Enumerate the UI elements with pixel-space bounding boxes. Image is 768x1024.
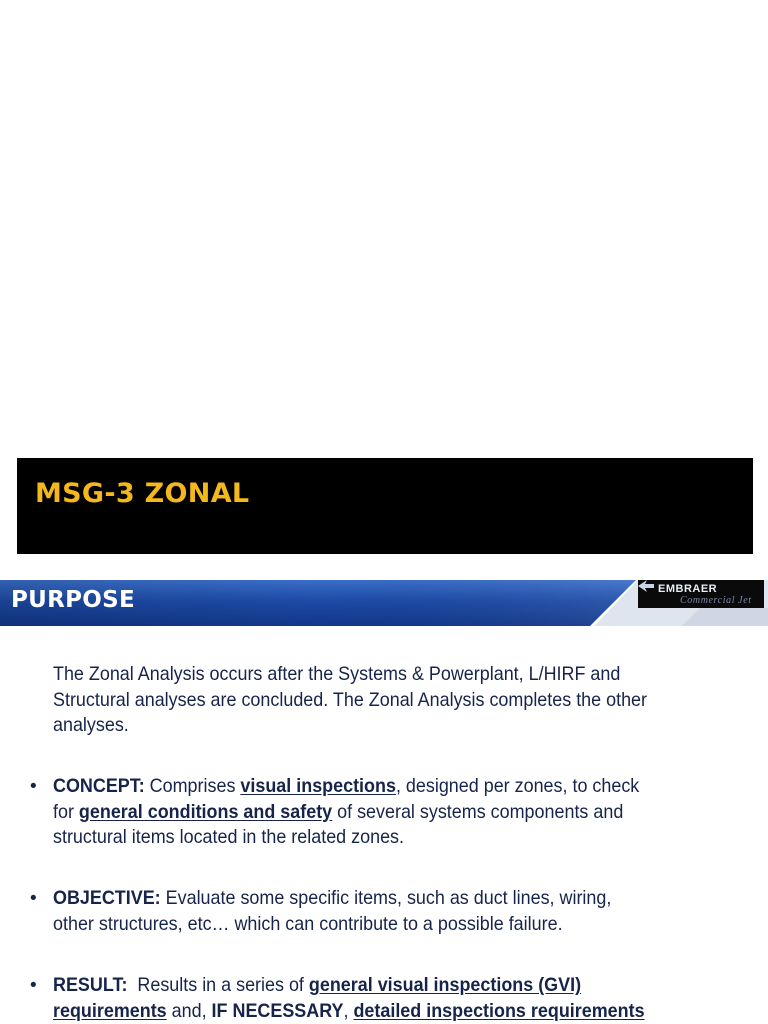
- bullet-text: other structures, etc… which can contribute to a possible failure.: [53, 912, 563, 935]
- bullet-result: [53, 973, 660, 1024]
- bullet-label: OBJECTIVE:: [53, 887, 161, 909]
- intro-line: The Zonal Analysis occurs after the Systems & Powerplant, L/HIRF and: [53, 663, 621, 685]
- intro-line: Structural analyses are concluded. The Zonal Analysis completes the other: [53, 688, 648, 711]
- bullet-concept: [53, 774, 660, 851]
- highlight-visual-inspections: visual inspections: [240, 775, 396, 797]
- bullet-objective: [53, 886, 660, 937]
- bullet-icon: •: [30, 975, 37, 996]
- logo-subtitle: Commercial Jet: [680, 595, 752, 606]
- bullet-text: Results in a series of: [127, 974, 309, 996]
- bullet-text: , designed per zones, to check: [395, 775, 640, 797]
- emphasis-if-necessary: IF NECESSARY: [211, 999, 344, 1022]
- logo-name: EMBRAER: [658, 583, 718, 595]
- highlight-general-conditions: general conditions and safety: [78, 800, 333, 823]
- highlight-gvi: general visual inspections (GVI): [308, 974, 582, 996]
- bullet-icon: •: [30, 888, 37, 909]
- slide-title: MSG-3 ZONAL: [35, 478, 250, 509]
- bullet-icon: •: [30, 776, 37, 797]
- bullet-label: RESULT:: [53, 974, 128, 996]
- bullet-text: Comprises: [144, 775, 241, 797]
- bullet-text: structural items located in the related zones.: [53, 826, 405, 848]
- highlight-detailed-inspections: detailed inspections requirements: [353, 999, 645, 1022]
- highlight-requirements: requirements: [53, 999, 167, 1022]
- intro-line: analyses.: [53, 714, 129, 736]
- bullet-label: CONCEPT:: [53, 775, 145, 797]
- bullet-text: Evaluate some specific items, such as duct lines, wiring,: [160, 887, 612, 909]
- bullet-text: of several systems components and: [332, 800, 624, 823]
- bullet-text: and,: [166, 999, 212, 1022]
- section-heading: PURPOSE: [11, 587, 136, 613]
- bullet-text: for: [53, 800, 79, 823]
- bullet-text: ,: [343, 999, 354, 1022]
- intro-paragraph: [53, 662, 660, 739]
